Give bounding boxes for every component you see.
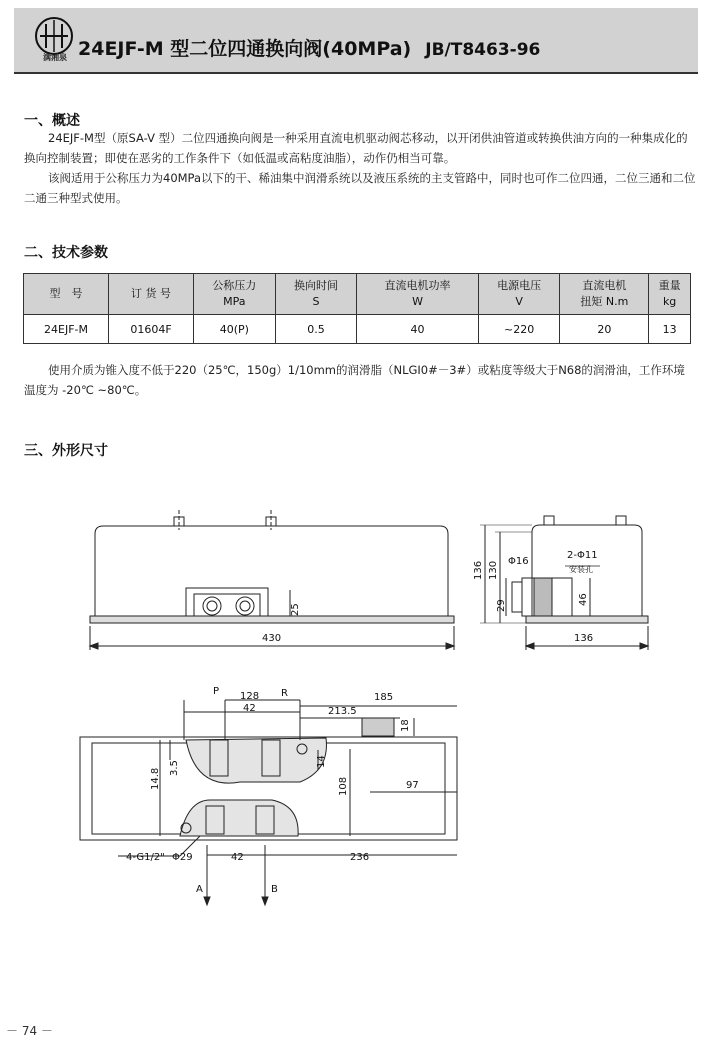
dim-plan-236: 236 bbox=[350, 852, 370, 863]
dim-plan-phi29: Φ29 bbox=[172, 852, 193, 863]
dim-plan-97: 97 bbox=[406, 780, 419, 791]
port-label-P: P bbox=[213, 686, 220, 697]
dim-side-130: 130 bbox=[488, 560, 499, 580]
section-heading-specs: 二、技术参数 bbox=[24, 245, 108, 261]
dim-plan-14-8: 14.8 bbox=[150, 767, 161, 790]
title-text: 24EJF-M 型二位四通换向阀(40MPa) bbox=[78, 38, 412, 60]
dim-front-430: 430 bbox=[262, 633, 282, 644]
dim-plan-128: 128 bbox=[240, 691, 260, 702]
side-view bbox=[480, 516, 648, 650]
dim-side-phi16: Φ16 bbox=[508, 556, 529, 567]
col-voltage: 电源电压 V bbox=[478, 274, 560, 315]
section-heading-dimensions: 三、外形尺寸 bbox=[24, 443, 108, 459]
logo-text: 满湘泉 bbox=[43, 53, 67, 62]
table-cell: 20 bbox=[560, 315, 649, 344]
col-switch-time: 换向时间 S bbox=[275, 274, 357, 315]
dim-front-25: 25 bbox=[290, 603, 301, 616]
dim-plan-3-5: 3.5 bbox=[169, 760, 180, 776]
col-pressure: 公称压力 MPa bbox=[194, 274, 276, 315]
dim-plan-18: 18 bbox=[400, 719, 411, 732]
dim-side-136h: 136 bbox=[574, 633, 594, 644]
dim-plan-14: 14 bbox=[316, 755, 327, 768]
col-model: 型 号 bbox=[24, 274, 109, 315]
page-number: － 74 － bbox=[6, 1024, 53, 1038]
col-torque: 直流电机 扭矩 N.m bbox=[560, 274, 649, 315]
table-cell: 40(P) bbox=[194, 315, 276, 344]
table-cell: 40 bbox=[357, 315, 479, 344]
table-cell: 24EJF-M bbox=[24, 315, 109, 344]
overview-paragraph-1: 24EJF-M型（原SA-V 型）二位四通换向阀是一种采用直流电机驱动阀芯移动，以开闭供油管道或转换供油方向的一种集成化的换向控制装置；即使在恶劣的工作条件下（如低温或高粘度油脂），动作仍相当可靠。 bbox=[24, 131, 688, 165]
port-label-B: B bbox=[271, 884, 278, 895]
front-view bbox=[90, 510, 454, 650]
col-order-no: 订 货 号 bbox=[109, 274, 194, 315]
dim-side-holes-note: 安装孔 bbox=[569, 565, 593, 574]
dim-plan-108: 108 bbox=[338, 776, 349, 796]
dim-side-46: 46 bbox=[578, 593, 589, 606]
dim-side-holes: 2-Φ11 bbox=[567, 550, 598, 561]
col-motor-power: 直流电机功率 W bbox=[357, 274, 479, 315]
port-label-R: R bbox=[281, 688, 288, 699]
medium-note-text: 使用介质为锥入度不低于220（25℃，150g）1/10mm的润滑脂（NLGI0#－3#）或粘度等级大于N68的润滑油，工作环境温度为 -20℃ ~80℃。 bbox=[24, 363, 685, 397]
table-cell: ~220 bbox=[478, 315, 560, 344]
port-label-A: A bbox=[196, 884, 203, 895]
table-cell: 01604F bbox=[109, 315, 194, 344]
table-cell: 0.5 bbox=[275, 315, 357, 344]
dim-plan-42b: 42 bbox=[231, 852, 244, 863]
standard-code: JB/T8463-96 bbox=[425, 40, 541, 60]
dim-plan-ports: 4-G1/2" bbox=[126, 852, 165, 863]
section-heading-overview: 一、概述 bbox=[24, 113, 80, 129]
overview-paragraph-2: 该阀适用于公称压力为40MPa以下的干、稀油集中润滑系统以及液压系统的主支管路中，同时也可作二位四通，二位三通和二位二通三种型式使用。 bbox=[24, 171, 696, 205]
dim-side-29: 29 bbox=[496, 599, 507, 612]
dim-plan-42a: 42 bbox=[243, 703, 256, 714]
col-weight: 重量 kg bbox=[649, 274, 691, 315]
dim-plan-213-5: 213.5 bbox=[328, 706, 357, 717]
dim-plan-185: 185 bbox=[374, 692, 394, 703]
table-cell: 13 bbox=[649, 315, 691, 344]
dim-side-136: 136 bbox=[473, 560, 484, 580]
